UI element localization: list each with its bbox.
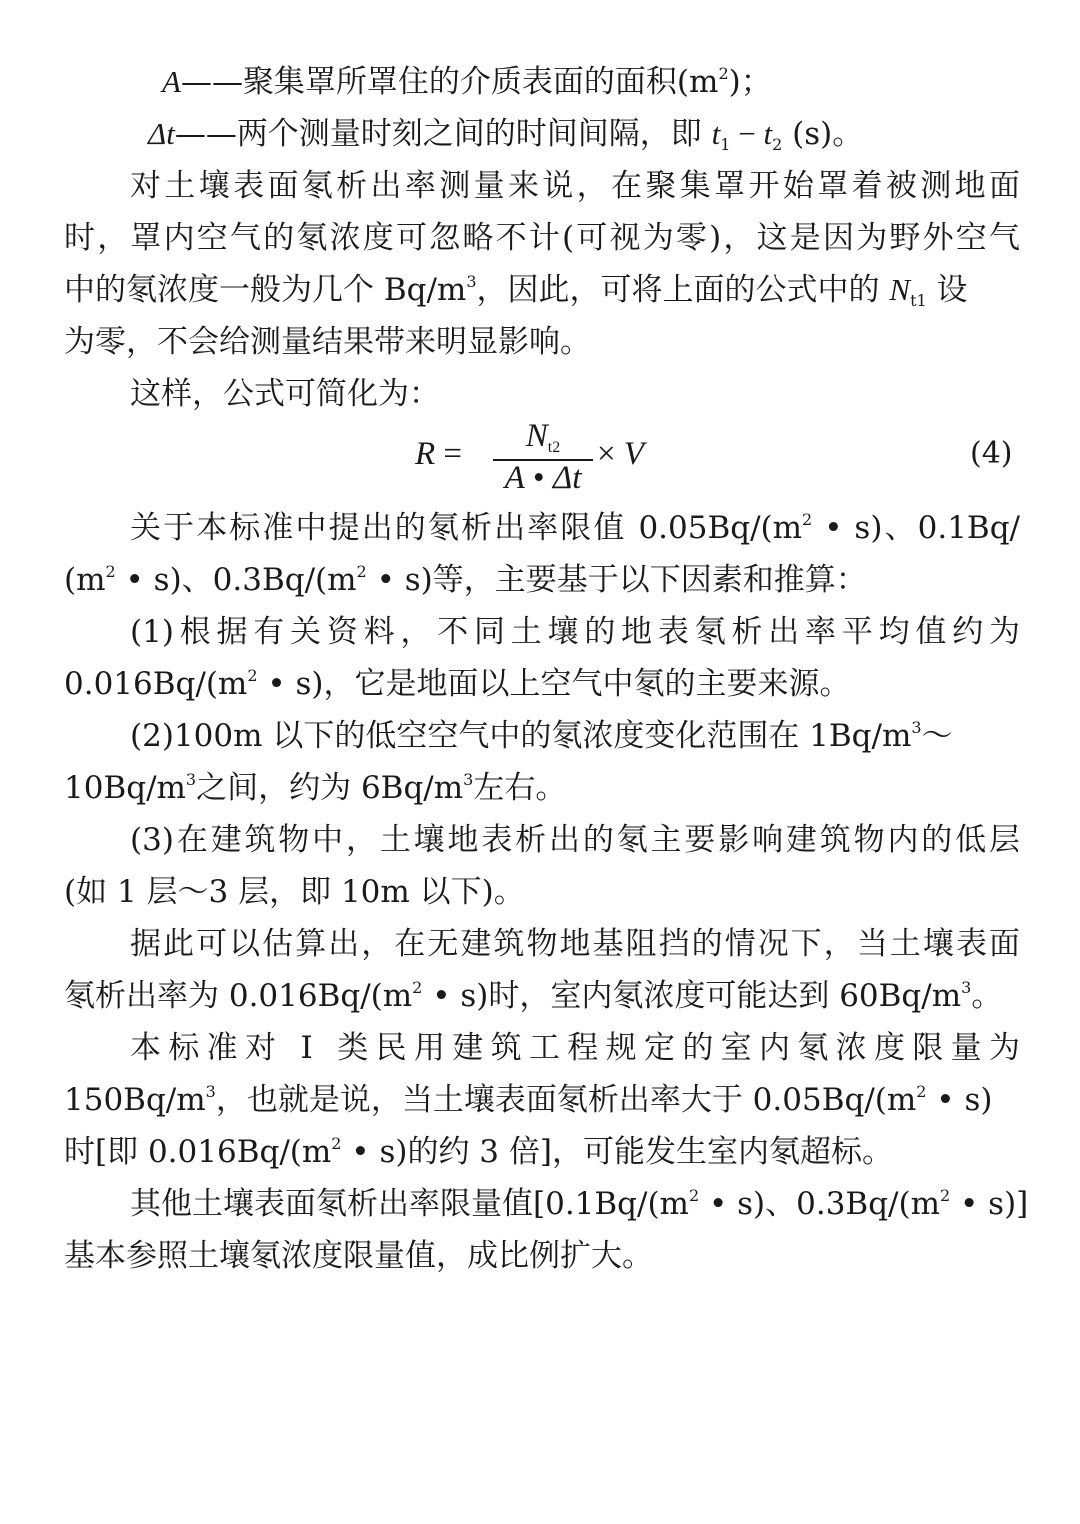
text-segment: 之间，约为 6Bq/m bbox=[196, 770, 464, 806]
subscript: t1 bbox=[910, 291, 927, 310]
symbol-t1: t bbox=[711, 116, 721, 151]
paragraph-1-line-4: 为零，不会给测量结果带来明显影响。 bbox=[64, 324, 591, 360]
paragraph-5-line-1 bbox=[130, 716, 953, 756]
superscript: 2 bbox=[247, 666, 258, 685]
definition-text: ——聚集罩所罩住的介质表面的面积(m bbox=[180, 64, 719, 100]
text-segment: (2)100m 以下的低空空气中的氡浓度变化范围在 1Bq/m bbox=[130, 718, 912, 754]
superscript: 3 bbox=[961, 978, 972, 997]
minus-sign: − bbox=[730, 116, 764, 151]
text-segment: • s)、0.1Bq/ bbox=[812, 510, 1021, 546]
formula-rhs: × V bbox=[597, 436, 645, 472]
text-segment: 时[即 0.016Bq/(m bbox=[64, 1134, 332, 1170]
text-segment: • s)、0.3Bq/(m bbox=[699, 1186, 940, 1222]
paragraph-3-line-1 bbox=[130, 508, 1020, 548]
paragraph-7-line-1: 据此可以估算出，在无建筑物地基阻挡的情况下，当土壤表面 bbox=[130, 926, 1020, 962]
superscript: 2 bbox=[688, 1186, 700, 1205]
definition-A bbox=[162, 62, 772, 102]
paragraph-6-line-2: (如 1 层～3 层，即 10m 以下)。 bbox=[64, 874, 525, 910]
symbol-t2: t bbox=[763, 116, 773, 151]
paragraph-1-line-3 bbox=[64, 270, 1020, 310]
superscript: 2 bbox=[916, 1082, 927, 1101]
superscript: 2 bbox=[718, 64, 729, 83]
definition-end: (s)。 bbox=[782, 116, 864, 152]
symbol-A: A bbox=[504, 460, 525, 496]
symbol-N: N bbox=[889, 272, 911, 307]
text-segment: 10Bq/m bbox=[64, 770, 186, 806]
text-segment: • s)时，室内氡浓度可能达到 60Bq/m bbox=[422, 978, 962, 1014]
paragraph-8-line-2 bbox=[64, 1080, 992, 1120]
superscript: 2 bbox=[802, 510, 813, 529]
superscript: 2 bbox=[412, 978, 423, 997]
subscript: t2 bbox=[547, 439, 561, 456]
symbol-delta-t: Δt bbox=[552, 460, 582, 496]
text-segment: 左右。 bbox=[473, 770, 567, 806]
superscript: 3 bbox=[911, 718, 922, 737]
text-segment: • s)，它是地面以上空气中氡的主要来源。 bbox=[257, 666, 851, 702]
text-segment: • s)的约 3 倍]，可能发生室内氡超标。 bbox=[341, 1134, 893, 1170]
paragraph-1-line-2: 时，罩内空气的氡浓度可忽略不计(可视为零)，这是因为野外空气 bbox=[64, 220, 1020, 256]
definition-text: ——两个测量时刻之间的时间间隔，即 bbox=[174, 116, 712, 152]
text-segment: 其他土壤表面氡析出率限量值[0.1Bq/(m bbox=[130, 1186, 689, 1222]
formula-lhs: R = bbox=[415, 436, 463, 472]
text-segment: 关于本标准中提出的氡析出率限值 0.05Bq/(m bbox=[130, 510, 803, 546]
paragraph-2: 这样，公式可简化为： bbox=[130, 376, 440, 412]
paragraph-4-line-1: (1)根据有关资料，不同土壤的地表氡析出率平均值约为 bbox=[130, 614, 1020, 650]
text-segment: • s)] bbox=[950, 1186, 1029, 1222]
superscript: 3 bbox=[205, 1082, 216, 1101]
symbol-delta-t: Δt bbox=[148, 116, 175, 151]
text-segment: • s)、0.3Bq/(m bbox=[115, 562, 357, 598]
paragraph-6-line-1: (3)在建筑物中，土壤地表析出的氡主要影响建筑物内的低层 bbox=[130, 822, 1020, 858]
superscript: 3 bbox=[185, 770, 197, 789]
paragraph-7-line-2 bbox=[64, 976, 1002, 1016]
superscript: 2 bbox=[940, 1186, 951, 1205]
text-segment: 150Bq/m bbox=[64, 1082, 206, 1118]
subscript: 2 bbox=[772, 135, 783, 154]
text-segment: (m bbox=[64, 562, 106, 598]
definition-delta-t bbox=[148, 114, 863, 154]
symbol-N: N bbox=[525, 418, 548, 454]
paragraph-8-line-1: 本标准对 Ⅰ 类民用建筑工程规定的室内氡浓度限量为 bbox=[130, 1030, 1020, 1066]
superscript: 3 bbox=[466, 272, 477, 291]
text-segment: • s)等，主要基于以下因素和推算： bbox=[366, 562, 867, 598]
dot-operator: • bbox=[524, 460, 553, 496]
text-segment: 中的氡浓度一般为几个 Bq/m bbox=[64, 272, 467, 308]
formula-fraction bbox=[493, 418, 593, 496]
superscript: 2 bbox=[105, 562, 116, 581]
subscript: 1 bbox=[720, 135, 731, 154]
superscript: 3 bbox=[463, 770, 474, 789]
text-segment: 氡析出率为 0.016Bq/(m bbox=[64, 978, 413, 1014]
paragraph-9-line-2: 基本参照土壤氡浓度限量值，成比例扩大。 bbox=[64, 1238, 653, 1274]
paragraph-1-line-1: 对土壤表面氡析出率测量来说，在聚集罩开始罩着被测地面 bbox=[130, 168, 1020, 204]
text-segment: • s) bbox=[926, 1082, 993, 1118]
fraction-numerator bbox=[493, 418, 593, 455]
superscript: 2 bbox=[356, 562, 367, 581]
definition-end: )； bbox=[728, 64, 772, 100]
text-segment: ，也就是说，当土壤表面氡析出率大于 0.05Bq/(m bbox=[215, 1082, 917, 1118]
fraction-denominator bbox=[493, 460, 593, 497]
paragraph-3-line-2 bbox=[64, 560, 867, 600]
paragraph-9-line-1 bbox=[130, 1184, 1028, 1224]
paragraph-5-line-2 bbox=[64, 768, 566, 808]
text-segment: ，因此，可将上面的公式中的 bbox=[476, 272, 890, 308]
paragraph-8-line-3 bbox=[64, 1132, 893, 1172]
superscript: 2 bbox=[331, 1134, 342, 1153]
text-segment: 。 bbox=[971, 978, 1003, 1014]
text-segment: 设 bbox=[926, 272, 968, 308]
text-segment: 0.016Bq/(m bbox=[64, 666, 248, 702]
symbol-A: A bbox=[162, 64, 181, 99]
paragraph-4-line-2 bbox=[64, 664, 851, 704]
equation-number: (4) bbox=[970, 436, 1013, 471]
text-segment: ～ bbox=[921, 718, 953, 754]
